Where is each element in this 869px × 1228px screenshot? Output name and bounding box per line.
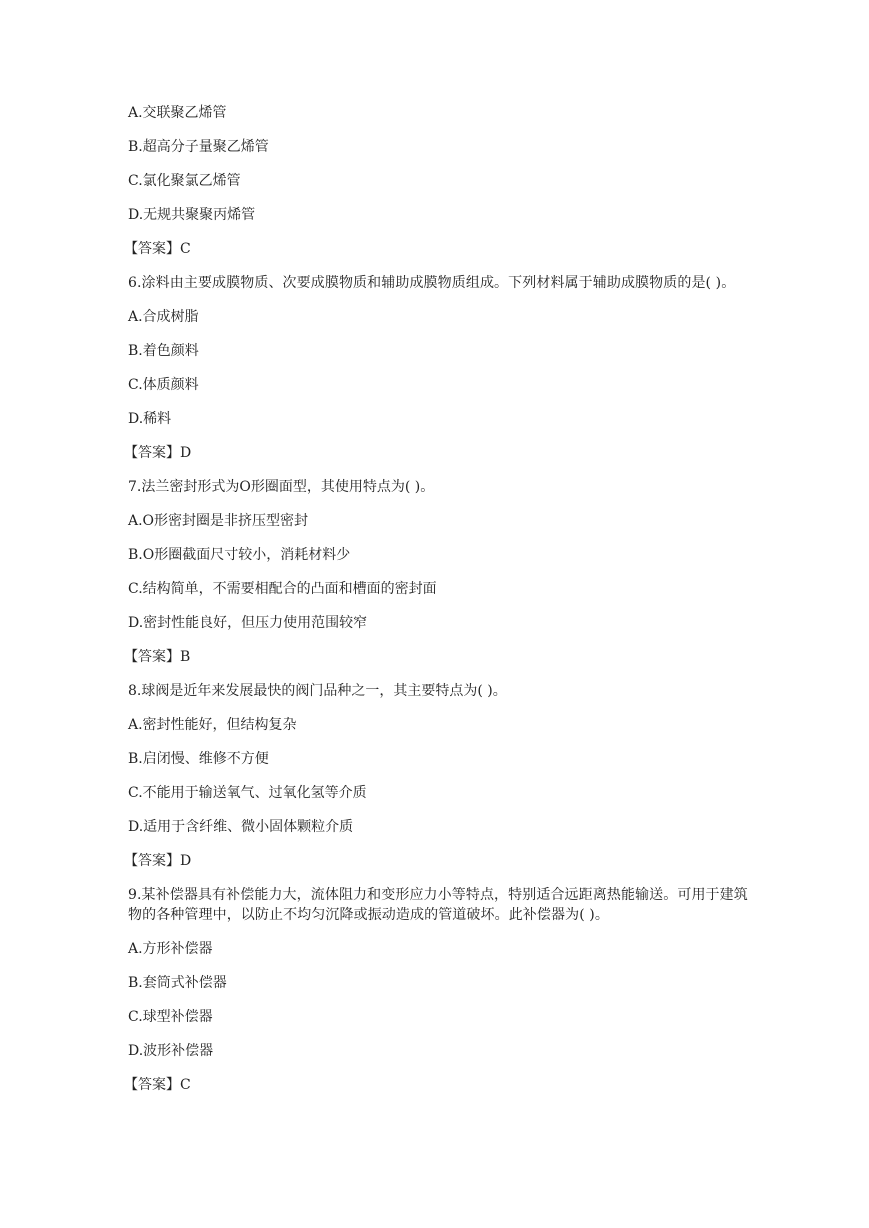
- q9-option-a: A.方形补偿器: [128, 941, 213, 957]
- q8-option-c: C.不能用于输送氧气、过氧化氢等介质: [128, 785, 367, 801]
- q9-option-c: C.球型补偿器: [128, 1009, 213, 1025]
- q6-answer: 【答案】D: [124, 445, 192, 461]
- q7-option-d: D.密封性能良好，但压力使用范围较窄: [128, 615, 368, 631]
- q8-stem: 8.球阀是近年来发展最快的阀门品种之一，其主要特点为( )。: [128, 683, 507, 699]
- question-7: [124, 477, 760, 667]
- q7-option-a: A.O形密封圈是非挤压型密封: [128, 513, 309, 529]
- q7-answer: 【答案】B: [124, 649, 191, 665]
- q9-stem: 9.某补偿器具有补偿能力大，流体阻力和变形应力小等特点，特别适合远距离热能输送。可用于建筑物的各种管理中，以防止不均匀沉降或振动造成的管道破坏。此补偿器为( )。: [128, 887, 748, 923]
- q6-option-b: B.着色颜料: [128, 343, 199, 359]
- question-8: [124, 681, 760, 871]
- q7-option-b: B.O形圈截面尺寸较小，消耗材料少: [128, 547, 351, 563]
- document-page: [124, 103, 760, 1109]
- question-9: [124, 885, 760, 1095]
- q5-option-c: C.氯化聚氯乙烯管: [128, 173, 241, 189]
- q9-option-d: D.波形补偿器: [128, 1043, 214, 1059]
- q6-option-a: A.合成树脂: [128, 309, 199, 325]
- q5-option-a: A.交联聚乙烯管: [128, 105, 227, 121]
- q6-option-d: D.稀料: [128, 411, 172, 427]
- q9-option-b: B.套筒式补偿器: [128, 975, 227, 991]
- q7-option-c: C.结构简单，不需要相配合的凸面和槽面的密封面: [128, 581, 437, 597]
- q8-option-a: A.密封性能好，但结构复杂: [128, 717, 297, 733]
- q8-option-d: D.适用于含纤维、微小固体颗粒介质: [128, 819, 354, 835]
- q9-answer: 【答案】C: [124, 1077, 191, 1093]
- q5-option-d: D.无规共聚聚丙烯管: [128, 207, 256, 223]
- q6-stem: 6.涂料由主要成膜物质、次要成膜物质和辅助成膜物质组成。下列材料属于辅助成膜物质的是( )。: [128, 275, 736, 291]
- q6-option-c: C.体质颜料: [128, 377, 199, 393]
- q5-answer: 【答案】C: [124, 241, 191, 257]
- q7-stem: 7.法兰密封形式为O形圈面型，其使用特点为( )。: [128, 479, 435, 495]
- question-5: [124, 103, 760, 259]
- q8-option-b: B.启闭慢、维修不方便: [128, 751, 269, 767]
- question-6: [124, 273, 760, 463]
- q5-option-b: B.超高分子量聚乙烯管: [128, 139, 269, 155]
- q8-answer: 【答案】D: [124, 853, 192, 869]
